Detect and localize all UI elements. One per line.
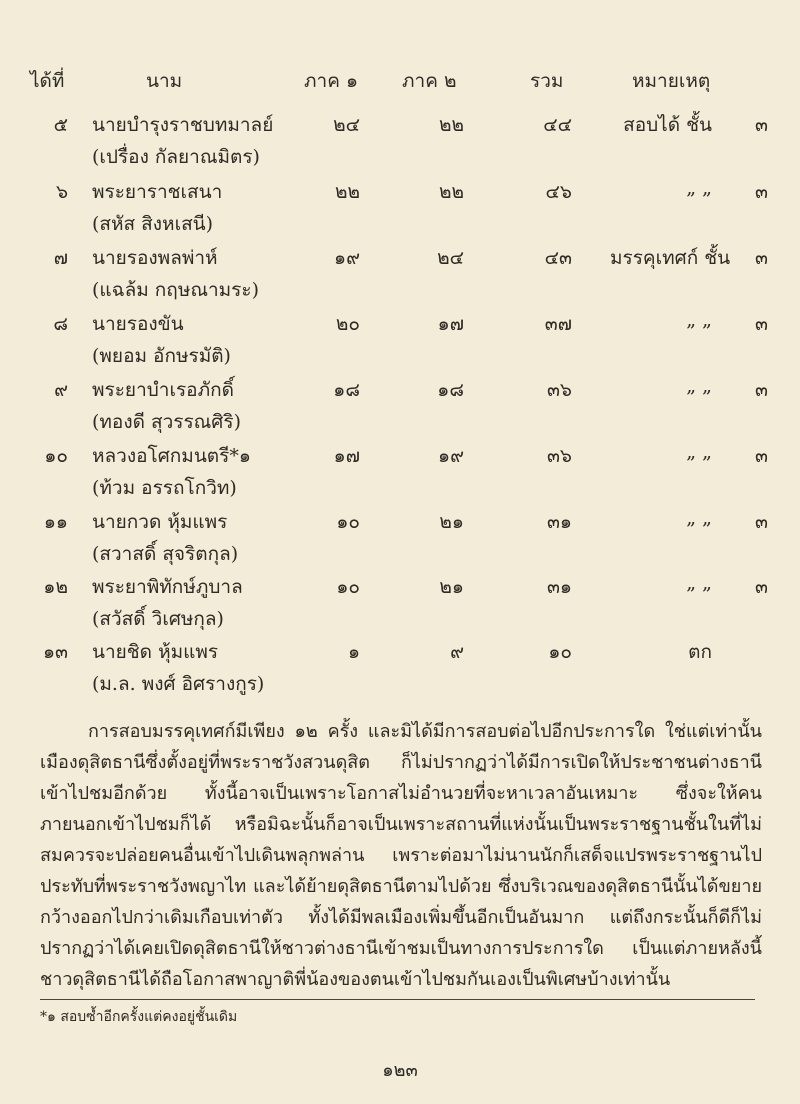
row-total: ๔๔ [543, 114, 572, 136]
header-term1: ภาค ๑ [304, 70, 359, 92]
table-row [0, 309, 800, 385]
row-remark: ตก [688, 641, 712, 663]
row-total: ๓๖ [546, 445, 572, 467]
row-rank: ๙ [54, 379, 68, 401]
table-row [0, 637, 800, 713]
row-term2: ๒๑ [439, 576, 464, 598]
row-class: ๓ [755, 181, 768, 203]
page-number: ๑๒๓ [382, 1060, 418, 1081]
row-term2: ๒๒ [438, 181, 464, 203]
table-row [0, 110, 800, 186]
row-remark: มรรคุเทศก์ ชั้น [610, 247, 731, 269]
row-term2: ๒๔ [437, 247, 464, 269]
body-paragraph [40, 716, 762, 995]
row-subname: (สวัสดิ์ วิเศษกุล) [92, 608, 224, 630]
row-term1: ๑๗ [333, 445, 360, 467]
row-total: ๔๓ [544, 247, 572, 269]
row-remark: สอบได้ ชั้น [623, 114, 712, 136]
header-total: รวม [530, 70, 564, 92]
row-rank: ๑๑ [43, 511, 68, 533]
table-row [0, 441, 800, 517]
row-subname: (สวาสดิ์ สุจริตกุล) [92, 543, 239, 565]
row-remark: „ „ [686, 441, 712, 463]
row-class: ๓ [755, 445, 768, 467]
table-header [0, 66, 800, 96]
row-term1: ๑๐ [336, 576, 360, 598]
row-term2: ๑๘ [437, 379, 464, 401]
row-term1: ๑๙ [334, 247, 360, 269]
table-row [0, 177, 800, 253]
row-rank: ๖ [55, 181, 68, 203]
row-name: นายกวด หุ้มแพร [92, 511, 228, 533]
row-rank: ๕ [53, 114, 68, 136]
row-term1: ๒๐ [335, 313, 360, 335]
row-subname: (ท้วม อรรถโกวิท) [92, 477, 237, 499]
row-remark: „ „ [686, 375, 712, 397]
row-class: ๓ [755, 247, 768, 269]
row-name: นายบำรุงราชบทมาลย์ [92, 114, 274, 136]
row-term1: ๑ [347, 641, 360, 663]
row-total: ๓๑ [546, 511, 572, 533]
row-term1: ๒๔ [333, 114, 360, 136]
row-term1: ๑๐ [336, 511, 360, 533]
row-term2: ๑๗ [437, 313, 464, 335]
row-term2: ๙ [450, 641, 464, 663]
row-rank: ๑๒ [43, 576, 68, 598]
row-name: หลวงอโศกมนตรี*๑ [92, 445, 251, 467]
header-term2: ภาค ๒ [402, 70, 457, 92]
header-remark: หมายเหตุ [632, 70, 711, 92]
row-name: นายชิด หุ้มแพร [92, 641, 219, 663]
row-remark: „ „ [686, 507, 712, 529]
row-rank: ๑๓ [42, 641, 68, 663]
row-name: พระยาบำเรอภักดิ์ [92, 379, 234, 401]
row-class: ๓ [755, 511, 768, 533]
row-total: ๓๖ [546, 379, 572, 401]
row-name: นายรองขัน [92, 313, 184, 335]
footnote: *๑ สอบซ้ำอีกครั้งแต่คงอยู่ชั้นเดิม [40, 1009, 238, 1025]
row-class: ๓ [755, 114, 768, 136]
paragraph-text: การสอบมรรคุเทศก์มีเพียง ๑๒ ครั้ง และมิได้มีการสอบต่อไปอีกประการใด ใช่แต่เท่านั้น เมืองดุสิตธานีซึ่งตั้งอยู่ที่พระราชวังสวนดุสิต ก็ไม่ปรากฏว่าได้มีการเปิดให้ประชาชนต่างธานีเข้าไปชมอีกด้วย ทั้งนี้อาจเป็นเพราะโอกาสไม่อำนวยที่จะหาเวลาอันเหมาะ ซึ่งจะให้คนภายนอกเข้าไปชมก็ได้ หรือมิฉะนั้นก็อาจเป็นเพราะสถานที่แห่งนั้นเป็นพระราชฐานชั้นในที่ไม่สมควรจะปล่อยคนอื่นเข้าไปเดินพลุกพล่าน เพราะต่อมาไม่นานนักก็เสด็จแปรพระราชฐานไปประทับที่พระราชวังพญาไท และได้ย้ายดุสิตธานีตามไปด้วย ซึ่งบริเวณของดุสิตธานีนั้นได้ขยายกว้างออกไปกว่าเดิมเกือบเท่าตัว ทั้งได้มีพลเมืองเพิ่มขึ้นอีกเป็นอันมาก แต่ถึงกระนั้นก็ดีก็ไม่ปรากฏว่าได้เคยเปิดดุสิตธานีให้ชาวต่างธานีเข้าชมเป็นทางการประการใด เป็นแต่ภายหลังนี้ชาวดุสิตธานีได้ถือโอกาสพาญาติพี่น้องของตนเข้าไปชมกันเองเป็นพิเศษบ้างเท่านั้น [40, 721, 762, 990]
header-rank: ได้ที่ [30, 70, 65, 92]
row-term1: ๑๘ [333, 379, 360, 401]
row-rank: ๑๐ [44, 445, 68, 467]
row-subname: (ทองดี สุวรรณศิริ) [92, 411, 241, 433]
row-rank: ๗ [53, 247, 68, 269]
row-total: ๓๑ [546, 576, 572, 598]
row-term2: ๒๒ [438, 114, 464, 136]
footnote-divider [40, 999, 755, 1000]
row-class: ๓ [755, 379, 768, 401]
table-row [0, 243, 800, 319]
row-name: พระยาพิทักษ์ภูบาล [92, 576, 243, 598]
header-name: นาม [146, 70, 183, 92]
row-name: พระยาราชเสนา [92, 181, 223, 203]
row-term1: ๒๒ [334, 181, 360, 203]
row-remark: „ „ [686, 572, 712, 594]
row-subname: (สหัส สิงหเสนี) [92, 213, 214, 235]
row-class: ๓ [755, 313, 768, 335]
table-row [0, 375, 800, 451]
row-subname: (พยอม อักษรมัติ) [92, 345, 231, 367]
row-remark: „ „ [686, 177, 712, 199]
row-subname: (เปรื่อง กัลยาณมิตร) [92, 146, 260, 168]
row-total: ๔๖ [545, 181, 572, 203]
row-subname: (แฉล้ม กฤษณามระ) [92, 279, 259, 301]
row-term2: ๑๙ [438, 445, 464, 467]
row-remark: „ „ [686, 309, 712, 331]
row-total: ๑๐ [548, 641, 572, 663]
row-name: นายรองพลพ่าห์ [92, 247, 218, 269]
row-total: ๓๗ [544, 313, 572, 335]
row-subname: (ม.ล. พงศ์ อิศรางกูร) [92, 673, 265, 695]
row-term2: ๒๑ [439, 511, 464, 533]
row-class: ๓ [755, 576, 768, 598]
row-rank: ๘ [53, 313, 68, 335]
